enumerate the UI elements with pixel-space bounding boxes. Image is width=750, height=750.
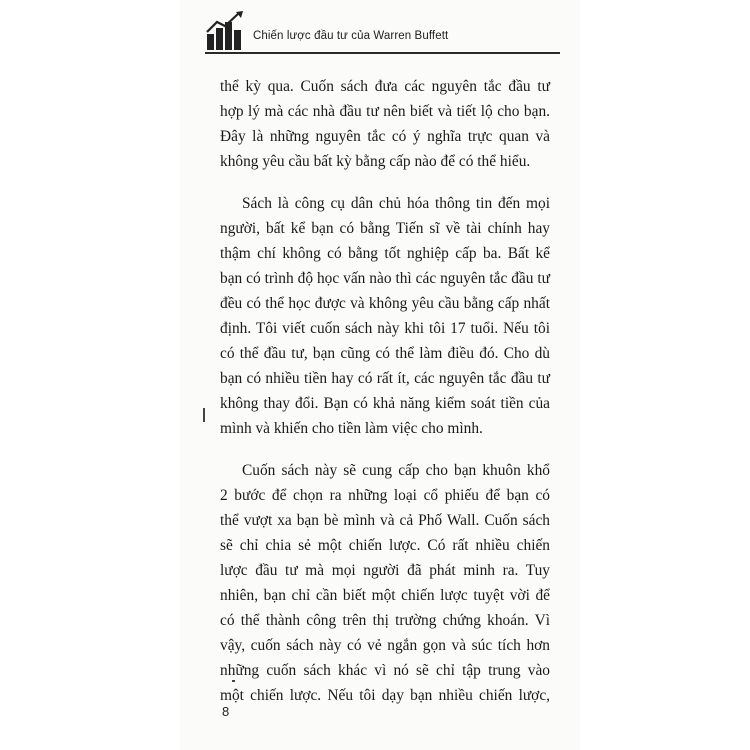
page-number: 8 xyxy=(222,704,230,719)
header-title: Chiến lược đầu tư của Warren Buffett xyxy=(253,30,449,42)
text-line: một chiến lược. Nếu tôi dạy bạn nhiều chiến lược, xyxy=(220,687,550,704)
text-line: thể vượt xa bạn bè mình và cả Phố Wall. Cuốn sách xyxy=(220,512,550,529)
running-header xyxy=(205,10,565,55)
text-line: không yêu cầu bất kỳ bằng cấp nào để có thể hiểu. xyxy=(220,153,531,170)
text-line: hợp lý mà các nhà đầu tư nên biết và tiết lộ cho bạn. xyxy=(220,103,550,120)
text-line: thể kỳ qua. Cuốn sách đưa các nguyên tắc đầu tư xyxy=(220,78,550,95)
bar-chart-growth-logo xyxy=(205,10,247,52)
text-line: người, bất kể bạn có bằng Tiến sĩ về tài chính hay xyxy=(220,220,550,237)
paragraph-3 xyxy=(220,458,550,708)
text-line: có thể đầu tư, bạn cũng có thể làm điều đó. Cho dù xyxy=(220,345,550,362)
text-line: Đây là những nguyên tắc có ý nghĩa trực quan và xyxy=(220,128,550,145)
text-line: nhiên, bạn chỉ cần biết một chiến lược tuyệt vời để xyxy=(220,587,550,604)
text-line: Sách là công cụ dân chủ hóa thông tin đến mọi xyxy=(242,195,550,212)
text-line: có thể thành công trên thị trường chứng khoán. Vì xyxy=(220,612,550,629)
text-line: sẽ chỉ chia sẻ một chiến lược. Có rất nhiều chiến xyxy=(220,537,550,554)
text-line: lược đầu tư mà mọi người đã phát minh ra. Tuy xyxy=(220,562,550,579)
text-line: Cuốn sách này sẽ cung cấp cho bạn khuôn khổ xyxy=(242,462,550,479)
scan-mark xyxy=(203,408,205,422)
paragraph-2 xyxy=(220,191,550,441)
text-line: thậm chí không có bằng tốt nghiệp cấp ba. Bất kể xyxy=(220,245,550,262)
text-line: bạn có nhiều tiền hay có rất ít, các nguyên tắc đầu tư xyxy=(220,370,550,387)
text-line: không thay đổi. Bạn có khả năng kiểm soát tiền của xyxy=(220,395,550,412)
scan-mark xyxy=(232,680,235,682)
text-line: vậy, cuốn sách này có vẻ ngắn gọn và súc tích hơn xyxy=(220,637,550,654)
text-line: những cuốn sách khác vì nó sẽ chỉ tập trung vào xyxy=(220,662,550,679)
text-line: 2 bước để chọn ra những loại cổ phiếu để bạn có xyxy=(220,487,550,504)
text-line: mình và khiến cho tiền làm việc cho mình. xyxy=(220,420,483,437)
text-line: định. Tôi viết cuốn sách này khi tôi 17 tuổi. Nếu tôi xyxy=(220,320,550,337)
text-line: bạn có trình độ học vấn nào thì các nguyên tắc đầu tư xyxy=(220,270,550,287)
body-text xyxy=(220,74,550,708)
paragraph-1 xyxy=(220,74,550,174)
text-line: đều có thể học được và không yêu cầu bằng cấp nhất xyxy=(220,295,550,312)
header-divider xyxy=(205,52,560,54)
